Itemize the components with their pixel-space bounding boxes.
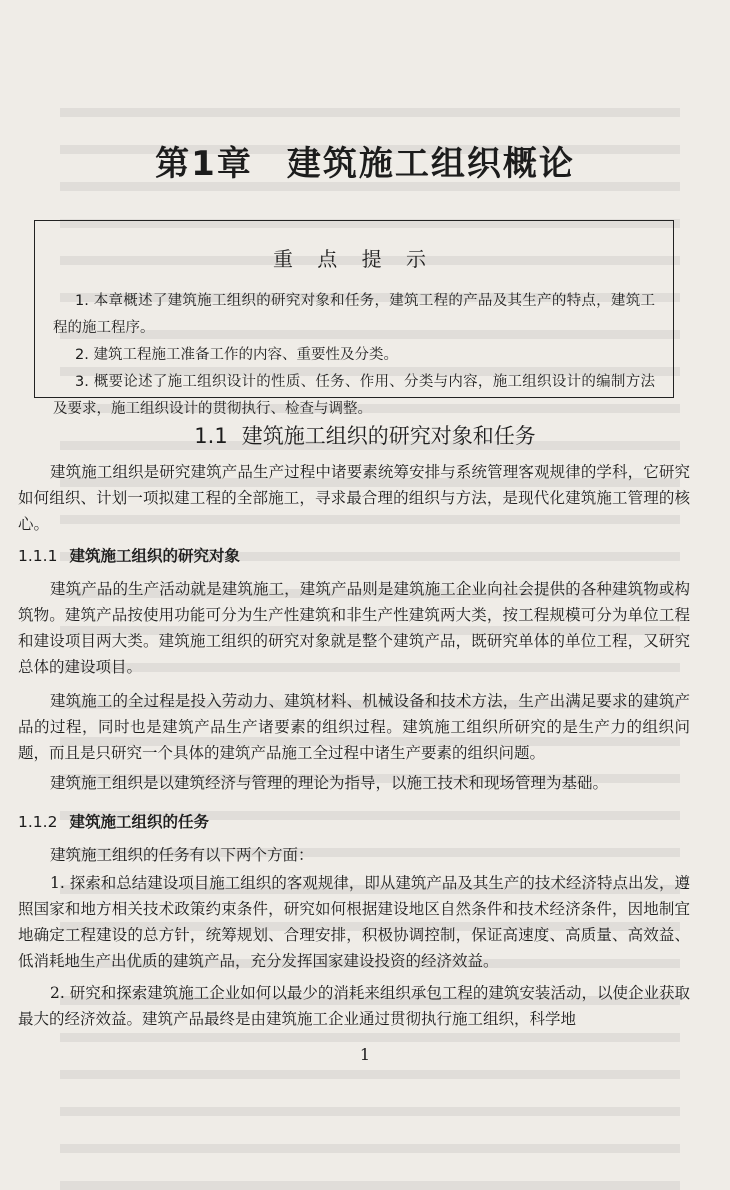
chapter-title-text: 建筑施工组织概论 — [286, 144, 575, 184]
key-points-box — [34, 220, 674, 417]
section-number: 1.1 — [194, 424, 228, 448]
key-points-heading: 重 点 提 示 — [272, 247, 436, 271]
subsection-heading — [18, 810, 209, 832]
subsection-title: 建筑施工组织的任务 — [69, 813, 209, 831]
key-point-item: 2. 建筑工程施工准备工作的内容、重要性及分类。 — [75, 347, 398, 363]
body-paragraph: 1. 探索和总结建设项目施工组织的客观规律，即从建筑产品及其生产的技术经济特点出发，遵照国家和地方相关技术政策约束条件，研究如何根据建设地区自然条件和技术经济条件，因地制宜地确定工程建设的总方针，统筹规划、合理安排，积极协调控制，保证高速度、高质量、高效益、低消耗地生产出优质的建筑产品，充分发挥国家建设投资的经济效益。 — [18, 874, 690, 970]
section-heading — [0, 420, 730, 450]
key-point-item: 3. 概要论述了施工组织设计的性质、任务、作用、分类与内容，施工组织设计的编制方法及要求，施工组织设计的贯彻执行、检查与调整。 — [53, 374, 655, 417]
subsection-heading — [18, 544, 240, 566]
section-intro-paragraph: 建筑施工组织是研究建筑产品生产过程中诸要素统筹安排与系统管理客观规律的学科，它研究如何组织、计划一项拟建工程的全部施工，寻求最合理的组织与方法，是现代化建筑施工管理的核心。 — [18, 463, 690, 533]
chapter-label: 第1章 — [155, 144, 253, 184]
body-paragraph: 建筑施工的全过程是投入劳动力、建筑材料、机械设备和技术方法，生产出满足要求的建筑产品的过程，同时也是建筑产品生产诸要素的组织过程。建筑施工组织所研究的是生产力的组织问题，而且是只研究一个具体的建筑产品施工全过程中诸生产要素的组织问题。 — [18, 692, 690, 762]
body-paragraph: 建筑施工组织的任务有以下两个方面： — [50, 846, 314, 864]
body-paragraph: 建筑施工组织是以建筑经济与管理的理论为指导，以施工技术和现场管理为基础。 — [50, 774, 609, 792]
body-paragraph: 2. 研究和探索建筑施工企业如何以最少的消耗来组织承包工程的建筑安装活动，以使企业获取最大的经济效益。建筑产品最终是由建筑施工企业通过贯彻执行施工组织，科学地 — [18, 984, 690, 1028]
subsection-number: 1.1.1 — [18, 547, 58, 565]
subsection-number: 1.1.2 — [18, 813, 58, 831]
page-number: 1 — [359, 1045, 371, 1064]
section-title: 建筑施工组织的研究对象和任务 — [241, 424, 536, 448]
key-point-item: 1. 本章概述了建筑施工组织的研究对象和任务，建筑工程的产品及其生产的特点，建筑工程的施工程序。 — [53, 293, 655, 336]
chapter-title — [60, 136, 670, 185]
body-paragraph: 建筑产品的生产活动就是建筑施工，建筑产品则是建筑施工企业向社会提供的各种建筑物或构筑物。建筑产品按使用功能可分为生产性建筑和非生产性建筑两大类，按工程规模可分为单位工程和建设项目两大类。建筑施工组织的研究对象就是整个建筑产品，既研究单体的单位工程，又研究总体的建设项目。 — [18, 580, 690, 676]
subsection-title: 建筑施工组织的研究对象 — [69, 547, 240, 565]
